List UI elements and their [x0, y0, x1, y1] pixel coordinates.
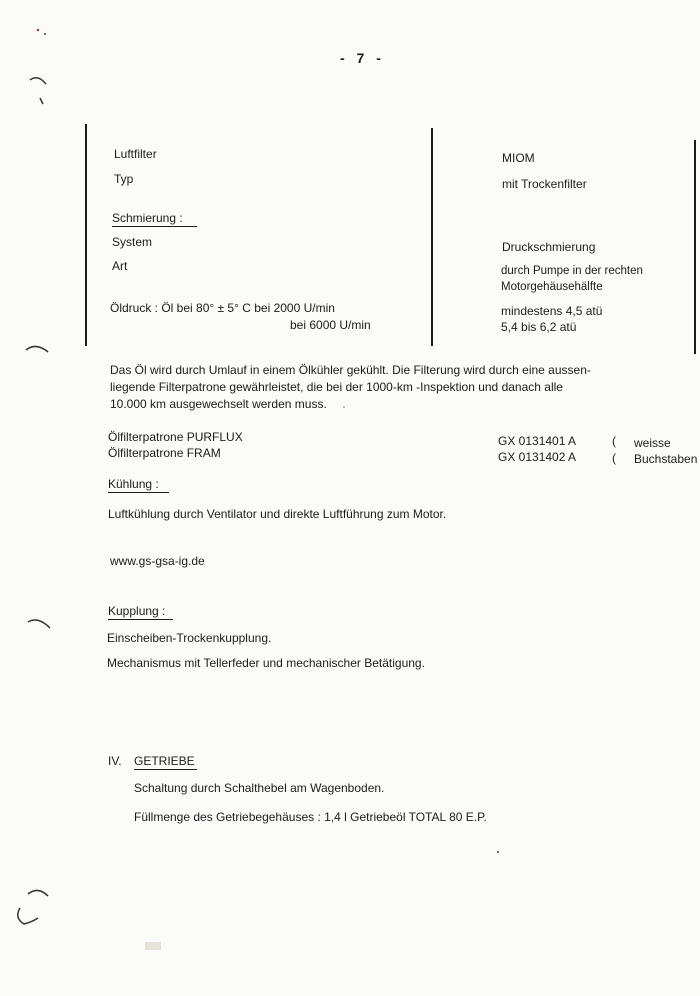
- getriebe-number: IV.: [108, 754, 122, 768]
- system-label: System: [112, 235, 153, 249]
- getriebe-line2: Füllmenge des Getriebegehäuses : 1,4 l Getriebeöl TOTAL 80 E.P.: [134, 810, 487, 824]
- oil-paragraph-line2: liegende Filterpatrone gewährleistet, die bei der 1000-km -Inspektion und danach alle: [110, 380, 563, 394]
- luftfilter-label: Luftfilter: [114, 147, 157, 161]
- getriebe-line1: Schaltung durch Schalthebel am Wagenboden.: [134, 781, 385, 795]
- filter-part: GX 0131401 A: [498, 434, 577, 448]
- oil-paragraph-line1: Das Öl wird durch Umlauf in einem Ölkühler gekühlt. Die Filterung wird durch eine aussen-: [110, 363, 591, 377]
- luftfilter-value: MIOM: [502, 151, 535, 165]
- oeldruck-line2: bei 6000 U/min: [290, 318, 371, 332]
- typ-label: Typ: [114, 172, 134, 186]
- filter-part: GX 0131402 A: [498, 450, 577, 464]
- filter-label: Ölfilterpatrone PURFLUX: [108, 430, 243, 444]
- page-number: - 7 -: [340, 50, 385, 66]
- oeldruck-value1: mindestens 4,5 atü: [501, 304, 603, 318]
- typ-value: mit Trockenfilter: [502, 177, 587, 191]
- art-label: Art: [112, 259, 128, 273]
- schmierung-heading: Schmierung :: [112, 211, 197, 227]
- filter-paren: (: [612, 451, 616, 465]
- kuehlung-heading: Kühlung :: [108, 477, 169, 493]
- kupplung-line1: Einscheiben-Trockenkupplung.: [107, 631, 272, 645]
- art-value-line1: durch Pumpe in der rechten: [501, 265, 643, 277]
- kuehlung-text: Luftkühlung durch Ventilator und direkte Luftführung zum Motor.: [108, 507, 447, 521]
- filter-paren: (: [612, 434, 616, 448]
- filter-note: Buchstaben: [634, 452, 698, 466]
- getriebe-heading: GETRIEBE: [134, 754, 195, 768]
- filter-label: Ölfilterpatrone FRAM: [108, 446, 221, 460]
- art-value-line2: Motorgehäusehälfte: [501, 281, 603, 293]
- oeldruck-line1: Öldruck : Öl bei 80° ± 5° C bei 2000 U/min: [110, 301, 335, 315]
- kupplung-line2: Mechanismus mit Tellerfeder und mechanischer Betätigung.: [107, 656, 425, 670]
- kupplung-heading: Kupplung :: [108, 604, 173, 620]
- oil-paragraph-line3: 10.000 km ausgewechselt werden muss.: [110, 397, 327, 411]
- system-value: Druckschmierung: [502, 240, 596, 254]
- oeldruck-value2: 5,4 bis 6,2 atü: [501, 320, 577, 334]
- website-url: www.gs-gsa-ig.de: [110, 554, 205, 568]
- filter-note: weisse: [634, 436, 671, 450]
